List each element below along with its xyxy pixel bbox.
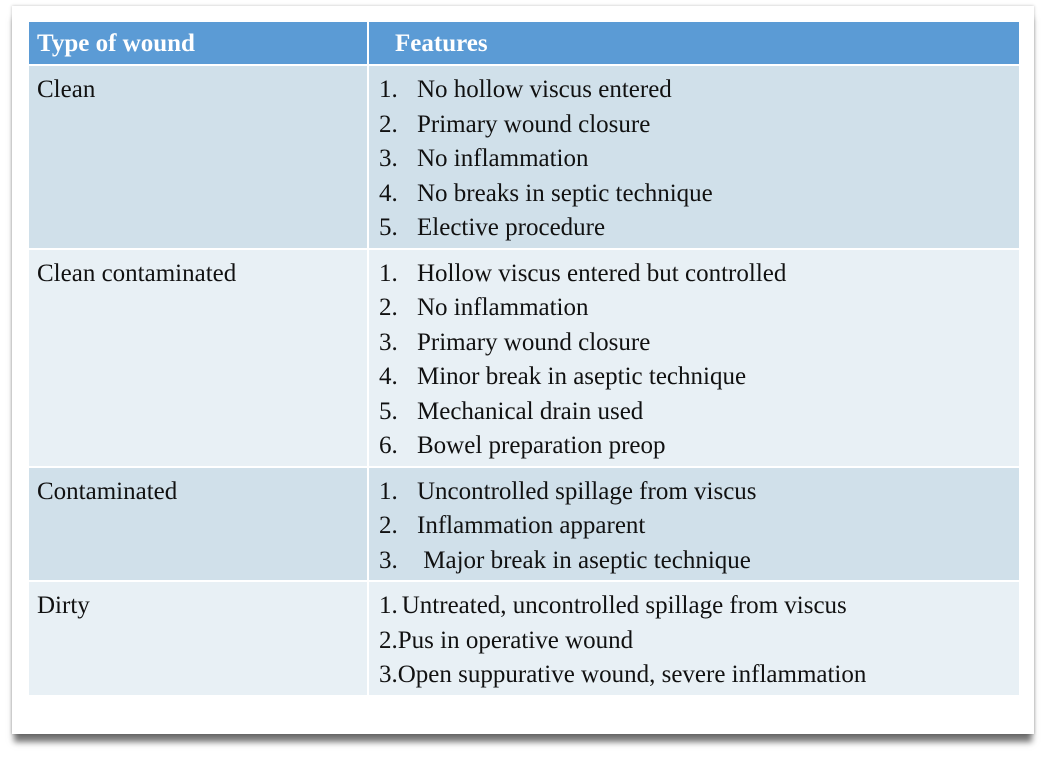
item-text: No inflammation — [417, 145, 589, 172]
list-item — [379, 257, 1011, 292]
item-number: 3. — [379, 546, 398, 574]
item-text: Hollow viscus entered but controlled — [417, 259, 787, 287]
features-cell — [368, 581, 1020, 696]
item-number: 3. — [379, 328, 398, 356]
list-item — [379, 326, 1011, 361]
item-number: 4. — [379, 179, 398, 207]
item-text: Uncontrolled spillage from viscus — [417, 477, 757, 505]
item-text: No hollow viscus entered — [417, 76, 672, 103]
features-cell — [368, 249, 1020, 467]
list-item — [379, 589, 1011, 624]
item-number: 1. — [379, 592, 398, 619]
table-row — [28, 249, 1020, 467]
table-header-row — [28, 21, 1020, 65]
list-item — [379, 624, 1011, 659]
item-text: Pus in operative wound — [397, 626, 634, 654]
item-number: 5. — [379, 214, 398, 241]
header-features: Features — [368, 21, 1020, 65]
item-number: 2. — [379, 294, 398, 321]
list-item — [379, 211, 1011, 246]
item-number: 1. — [379, 76, 398, 103]
wound-classification-table — [27, 20, 1021, 697]
list-item — [379, 360, 1011, 395]
features-cell — [368, 467, 1020, 582]
list-item — [379, 429, 1011, 464]
item-number: 3. — [379, 661, 398, 688]
item-text: Inflammation apparent — [417, 512, 646, 539]
list-item — [379, 658, 1011, 693]
features-list — [379, 589, 1011, 693]
table-row — [28, 581, 1020, 696]
features-list — [379, 475, 1011, 579]
list-item — [379, 509, 1011, 544]
list-item — [379, 108, 1011, 143]
item-number: 3. — [379, 145, 398, 172]
item-text: Major break in aseptic technique — [417, 546, 751, 574]
wound-type-cell: Contaminated — [28, 467, 368, 582]
item-number: 2. — [379, 512, 398, 539]
item-number: 1. — [379, 477, 398, 505]
item-text: Bowel preparation preop — [417, 432, 666, 459]
list-item — [379, 395, 1011, 430]
item-number: 5. — [379, 397, 398, 425]
features-list — [379, 73, 1011, 246]
item-number: 1. — [379, 259, 398, 287]
item-text: Primary wound closure — [417, 328, 651, 356]
item-text: Elective procedure — [417, 214, 606, 241]
item-number: 2. — [379, 626, 398, 654]
item-number: 4. — [379, 363, 398, 390]
item-text: Minor break in aseptic technique — [417, 363, 747, 390]
item-text: No breaks in septic technique — [417, 179, 713, 207]
list-item — [379, 73, 1011, 108]
item-number: 2. — [379, 110, 398, 138]
item-text: No inflammation — [417, 294, 589, 321]
list-item — [379, 177, 1011, 212]
list-item — [379, 142, 1011, 177]
item-number: 6. — [379, 432, 398, 459]
list-item — [379, 475, 1011, 510]
features-list — [379, 257, 1011, 464]
slide-card — [12, 6, 1034, 734]
item-text: Mechanical drain used — [417, 397, 644, 425]
features-cell — [368, 65, 1020, 249]
table-row — [28, 467, 1020, 582]
table-row — [28, 65, 1020, 249]
list-item — [379, 291, 1011, 326]
item-text: Untreated, uncontrolled spillage from viscus — [401, 592, 847, 619]
wound-type-cell: Clean contaminated — [28, 249, 368, 467]
item-text: Primary wound closure — [417, 110, 651, 138]
list-item — [379, 544, 1011, 579]
header-type-of-wound: Type of wound — [28, 21, 368, 65]
item-text: Open suppurative wound, severe inflammation — [397, 661, 867, 688]
wound-type-cell: Clean — [28, 65, 368, 249]
wound-type-cell: Dirty — [28, 581, 368, 696]
